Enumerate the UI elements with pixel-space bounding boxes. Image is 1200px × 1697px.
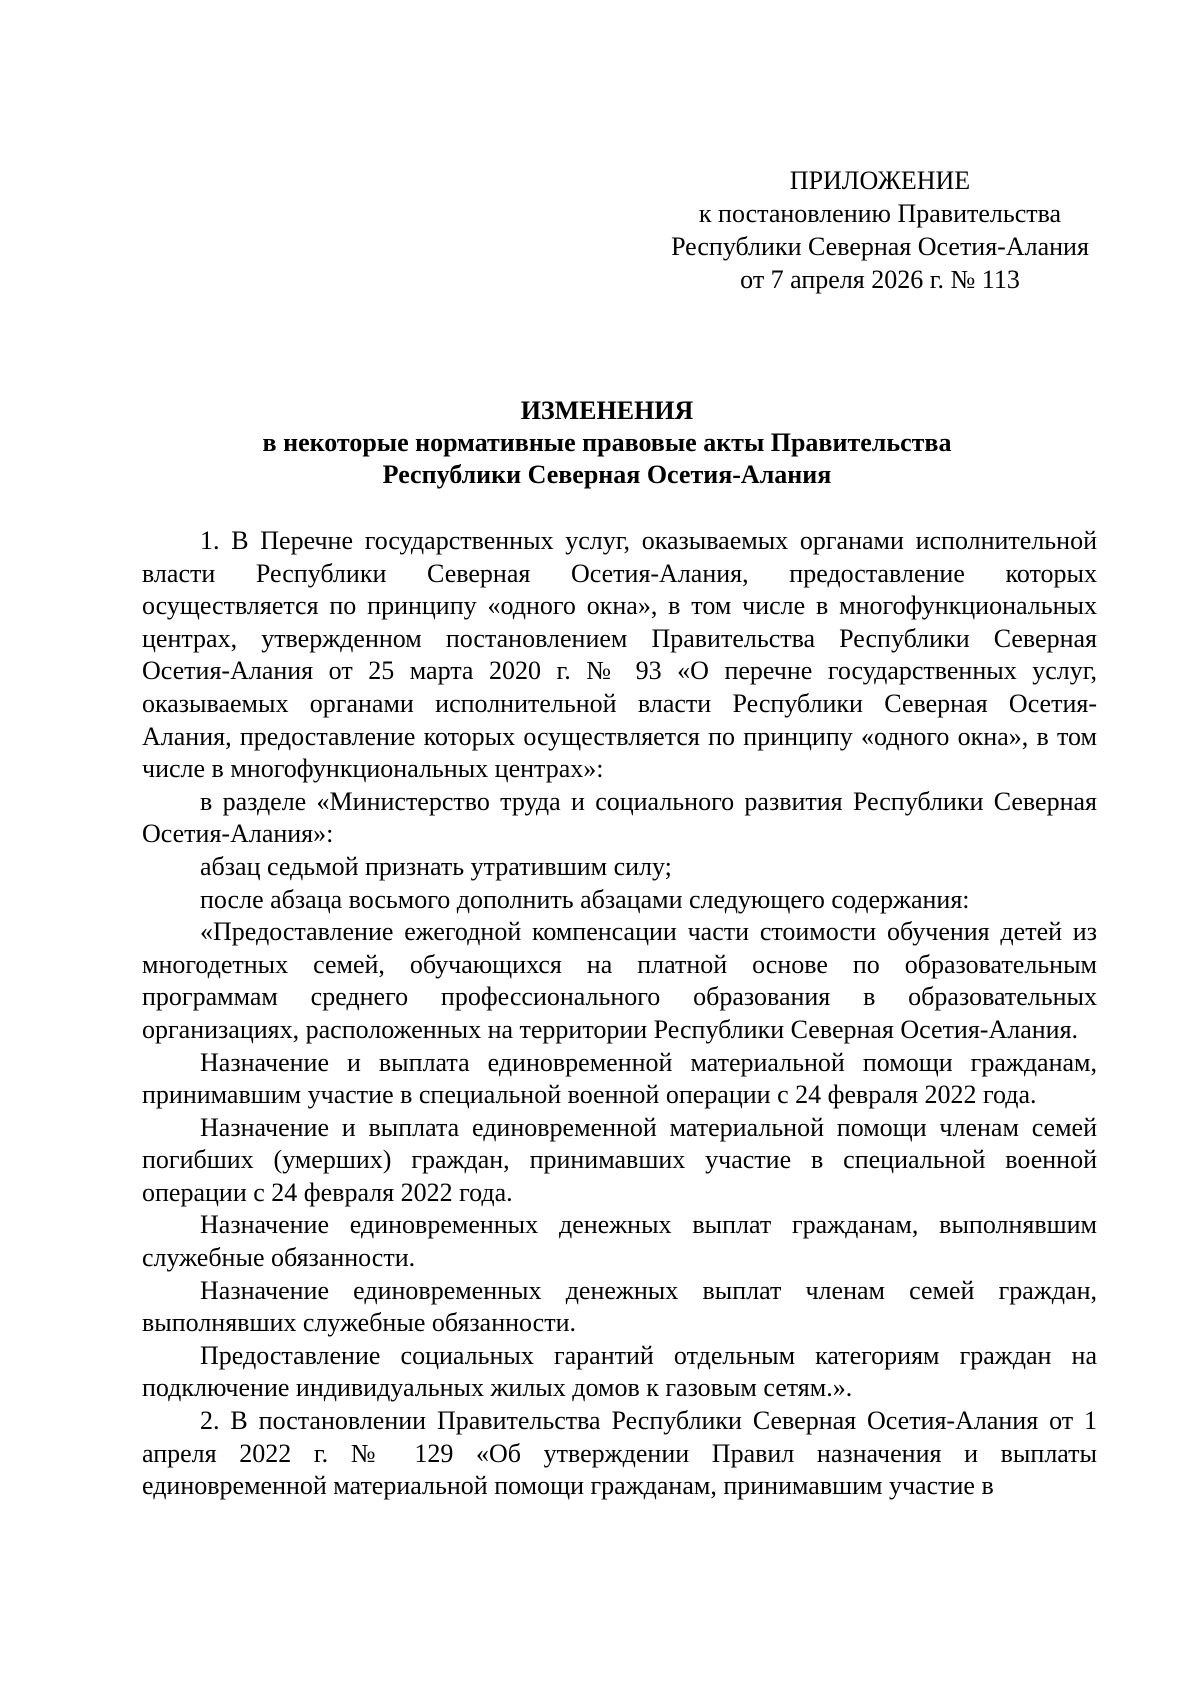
paragraph-service-3: Назначение и выплата единовременной материальной помощи членам семей погибших (умерших) граждан, принимавших участие в специальной военной операции с 24 февраля 2022 года. [142, 1112, 1097, 1207]
appendix-block [640, 164, 1120, 296]
paragraph-service-5: Назначение единовременных денежных выплат членам семей граждан, выполнявших служебные обязанности. [142, 1275, 1097, 1338]
paragraph-section: в разделе «Министерство труда и социального развития Республики Северная Осетия-Алания»: [142, 786, 1097, 849]
document-heading [130, 395, 1084, 491]
paragraph-addition: после абзаца восьмого дополнить абзацами следующего содержания: [200, 884, 970, 914]
heading-subtitle-line-2: Республики Северная Осетия-Алания [382, 460, 832, 489]
paragraph-item-1: 1. В Перечне государственных услуг, оказываемых органами исполнительной власти Республики Северная Осетия-Алания, предоставление которых осуществляется по принципу «одного окна», в том числе в многофункциональных центрах, утвержденном постановлением Правительства Республики Северная Осетия-Алания от 25 марта 2020 г. № 93 «О перечне государственных услуг, оказываемых органами исполнительной власти Республики Северная Осетия-Алания, предоставление которых осуществляется по принципу «одного окна», в том числе в многофункциональных центрах»: [142, 526, 1097, 784]
paragraph-service-2: Назначение и выплата единовременной материальной помощи гражданам, принимавшим участие в специальной военной операции с 24 февраля 2022 года. [142, 1047, 1097, 1110]
appendix-government: Республики Северная Осетия-Алания [671, 232, 1089, 261]
paragraph-service-4: Назначение единовременных денежных выплат гражданам, выполнявшим служебные обязанности. [142, 1210, 1097, 1273]
appendix-date-number: от 7 апреля 2026 г. № 113 [740, 265, 1020, 294]
paragraph-item-2: 2. В постановлении Правительства Республики Северная Осетия-Алания от 1 апреля 2022 г. № 129 «Об утверждении Правил назначения и выплаты единовременной материальной помощи гражданам, принимавшим участие в [142, 1406, 1097, 1501]
paragraph-service-6: Предоставление социальных гарантий отдельным категориям граждан на подключение индивидуальных жилых домов к газовым сетям.». [142, 1340, 1097, 1403]
heading-title: ИЗМЕНЕНИЯ [520, 396, 694, 425]
document-body [142, 525, 1097, 1503]
appendix-reference: к постановлению Правительства [698, 199, 1062, 228]
paragraph-service-1: «Предоставление ежегодной компенсации части стоимости обучения детей из многодетных семей, обучающихся на платной основе по образовательным программам среднего профессионального образования в образовательных организациях, расположенных на территории Республики Северная Осетия-Алания. [142, 917, 1097, 1044]
heading-subtitle-line-1: в некоторые нормативные правовые акты Правительства [262, 428, 952, 457]
paragraph-repeal: абзац седьмой признать утратившим силу; [200, 851, 672, 881]
appendix-title: ПРИЛОЖЕНИЕ [789, 166, 971, 195]
